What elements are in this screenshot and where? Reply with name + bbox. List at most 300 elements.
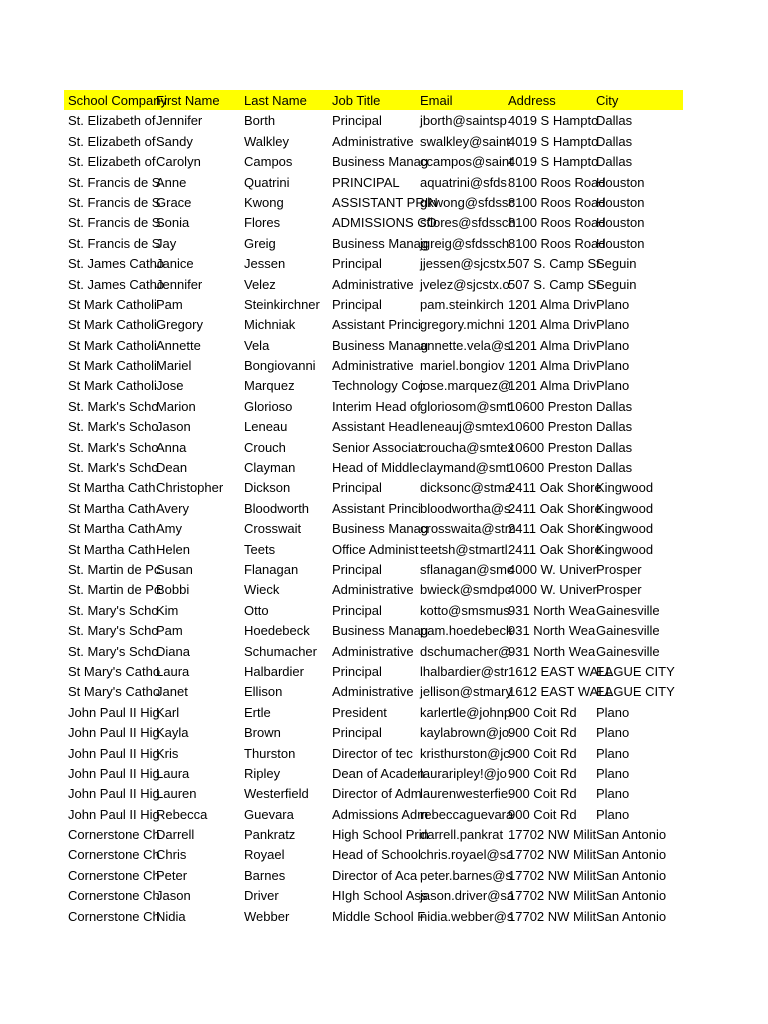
cell-job-title[interactable]: Principal xyxy=(332,480,382,496)
cell-last-name[interactable]: Royael xyxy=(244,847,285,863)
cell-email[interactable]: sflanagan@smc xyxy=(420,561,514,577)
cell-email[interactable]: kristhurston@jc xyxy=(420,745,510,761)
cell-first-name[interactable]: Pam xyxy=(156,623,183,639)
cell-city[interactable]: Kingwood xyxy=(596,480,654,496)
cell-school-company[interactable]: St. Elizabeth of xyxy=(68,133,156,149)
cell-last-name[interactable]: Flanagan xyxy=(244,561,299,577)
cell-email[interactable]: leneauj@smtex xyxy=(420,419,510,435)
cell-first-name[interactable]: Kris xyxy=(156,745,179,761)
cell-first-name[interactable]: Kayla xyxy=(156,725,189,741)
cell-job-title[interactable]: Director of tec xyxy=(332,745,413,761)
cell-email[interactable]: chris.royael@sa xyxy=(420,847,514,863)
cell-last-name[interactable]: Glorioso xyxy=(244,398,293,414)
cell-city[interactable]: EAGUE CITY xyxy=(596,663,675,679)
cell-address[interactable]: 2411 Oak Shore xyxy=(508,480,602,496)
cell-job-title[interactable]: Administrative xyxy=(332,276,414,292)
cell-school-company[interactable]: St Martha Cath xyxy=(68,480,156,496)
cell-first-name[interactable]: Karl xyxy=(156,704,180,720)
cell-address[interactable]: 17702 NW Milit xyxy=(508,847,597,863)
cell-city[interactable]: Dallas xyxy=(596,154,633,170)
cell-city[interactable]: San Antonio xyxy=(596,827,667,843)
cell-address[interactable]: 10600 Preston xyxy=(508,439,593,455)
cell-city[interactable]: Houston xyxy=(596,194,645,210)
cell-first-name[interactable]: Janet xyxy=(156,684,188,700)
cell-school-company[interactable]: St. Mary's Scho xyxy=(68,623,159,639)
cell-first-name[interactable]: Avery xyxy=(156,500,189,516)
cell-city[interactable]: San Antonio xyxy=(596,867,667,883)
cell-address[interactable]: 1201 Alma Driv xyxy=(508,337,597,353)
cell-email[interactable]: jgreig@sfdssch xyxy=(420,235,510,251)
cell-first-name[interactable]: Jason xyxy=(156,888,191,904)
cell-city[interactable]: Plano xyxy=(596,704,630,720)
cell-address[interactable]: 900 Coit Rd xyxy=(508,806,577,822)
cell-school-company[interactable]: St Mark Catholi xyxy=(68,337,157,353)
cell-city[interactable]: Plano xyxy=(596,765,630,781)
cell-city[interactable]: Seguin xyxy=(596,276,637,292)
cell-city[interactable]: Kingwood xyxy=(596,521,654,537)
cell-last-name[interactable]: Campos xyxy=(244,154,293,170)
cell-address[interactable]: 1612 EAST WALL xyxy=(508,684,613,700)
cell-city[interactable]: EAGUE CITY xyxy=(596,684,675,700)
cell-job-title[interactable]: Business Manag xyxy=(332,235,429,251)
cell-school-company[interactable]: St. Mark's Scho xyxy=(68,460,159,476)
cell-address[interactable]: 17702 NW Milit xyxy=(508,827,597,843)
cell-email[interactable]: kaylabrown@jo xyxy=(420,725,510,741)
cell-email[interactable]: jborth@saintsp xyxy=(420,113,507,129)
cell-city[interactable]: Plano xyxy=(596,337,630,353)
table-row xyxy=(64,233,683,253)
cell-first-name[interactable]: Anna xyxy=(156,439,187,455)
cell-first-name[interactable]: Annette xyxy=(156,337,201,353)
cell-job-title[interactable]: Principal xyxy=(332,296,382,312)
column-header-address[interactable]: Address xyxy=(508,93,556,108)
table-row xyxy=(64,743,683,763)
cell-job-title[interactable]: Director of Aca xyxy=(332,867,418,883)
cell-last-name[interactable]: Schumacher xyxy=(244,643,317,659)
cell-last-name[interactable]: Marquez xyxy=(244,378,295,394)
cell-city[interactable]: Prosper xyxy=(596,561,642,577)
cell-last-name[interactable]: Barnes xyxy=(244,867,286,883)
cell-city[interactable]: Houston xyxy=(596,174,645,190)
cell-address[interactable]: 4000 W. Univer xyxy=(508,561,597,577)
cell-school-company[interactable]: Cornerstone Ch xyxy=(68,867,160,883)
cell-city[interactable]: Plano xyxy=(596,786,630,802)
cell-address[interactable]: 1201 Alma Driv xyxy=(508,378,597,394)
cell-school-company[interactable]: John Paul II Hig xyxy=(68,745,160,761)
column-header-email[interactable]: Email xyxy=(420,93,453,108)
cell-school-company[interactable]: St. Mary's Scho xyxy=(68,602,159,618)
cell-city[interactable]: San Antonio xyxy=(596,847,667,863)
cell-job-title[interactable]: HIgh School Ass xyxy=(332,888,428,904)
column-header-last-name[interactable]: Last Name xyxy=(244,93,307,108)
cell-first-name[interactable]: Pam xyxy=(156,296,183,312)
cell-school-company[interactable]: St. James Catho xyxy=(68,256,165,272)
cell-city[interactable]: Dallas xyxy=(596,439,633,455)
cell-address[interactable]: 4019 S Hampto xyxy=(508,154,599,170)
cell-school-company[interactable]: St. Mark's Scho xyxy=(68,439,159,455)
cell-address[interactable]: 931 North Wea xyxy=(508,623,596,639)
cell-school-company[interactable]: St Martha Cath xyxy=(68,541,156,557)
cell-email[interactable]: aquatrini@sfds xyxy=(420,174,507,190)
cell-job-title[interactable]: Assistant Head xyxy=(332,419,420,435)
cell-last-name[interactable]: Westerfield xyxy=(244,786,309,802)
cell-first-name[interactable]: Sonia xyxy=(156,215,190,231)
cell-last-name[interactable]: Hoedebeck xyxy=(244,623,310,639)
cell-address[interactable]: 10600 Preston xyxy=(508,398,593,414)
cell-first-name[interactable]: Jose xyxy=(156,378,184,394)
cell-email[interactable]: bloodwortha@s xyxy=(420,500,511,516)
cell-email[interactable]: swalkley@saint xyxy=(420,133,510,149)
cell-city[interactable]: Dallas xyxy=(596,398,633,414)
cell-last-name[interactable]: Ellison xyxy=(244,684,283,700)
cell-job-title[interactable]: Principal xyxy=(332,663,382,679)
cell-school-company[interactable]: St Martha Cath xyxy=(68,500,156,516)
cell-address[interactable]: 2411 Oak Shore xyxy=(508,500,602,516)
cell-address[interactable]: 900 Coit Rd xyxy=(508,765,577,781)
table-row xyxy=(64,253,683,273)
cell-job-title[interactable]: PRINCIPAL xyxy=(332,174,400,190)
cell-address[interactable]: 10600 Preston xyxy=(508,460,593,476)
cell-job-title[interactable]: Middle School F xyxy=(332,908,426,924)
cell-address[interactable]: 17702 NW Milit xyxy=(508,888,597,904)
cell-school-company[interactable]: St. Martin de Pc xyxy=(68,561,161,577)
cell-job-title[interactable]: Business Manag xyxy=(332,337,429,353)
cell-city[interactable]: Dallas xyxy=(596,460,633,476)
cell-job-title[interactable]: Administrative xyxy=(332,643,414,659)
cell-email[interactable]: dschumacher@ xyxy=(420,643,512,659)
cell-first-name[interactable]: Marion xyxy=(156,398,196,414)
cell-last-name[interactable]: Webber xyxy=(244,908,290,924)
cell-job-title[interactable]: Technology Coo xyxy=(332,378,426,394)
cell-school-company[interactable]: St. Francis de S xyxy=(68,215,161,231)
cell-first-name[interactable]: Jennifer xyxy=(156,113,203,129)
cell-job-title[interactable]: Principal xyxy=(332,256,382,272)
cell-first-name[interactable]: Chris xyxy=(156,847,187,863)
cell-address[interactable]: 931 North Wea xyxy=(508,602,596,618)
cell-city[interactable]: Plano xyxy=(596,806,630,822)
cell-address[interactable]: 1201 Alma Driv xyxy=(508,317,597,333)
cell-address[interactable]: 8100 Roos Road xyxy=(508,215,606,231)
table-row xyxy=(64,783,683,803)
cell-address[interactable]: 10600 Preston xyxy=(508,419,593,435)
cell-first-name[interactable]: Sandy xyxy=(156,133,193,149)
cell-email[interactable]: karlertle@johnp xyxy=(420,704,512,720)
cell-email[interactable]: kotto@smsmus xyxy=(420,602,510,618)
cell-address[interactable]: 4019 S Hampto xyxy=(508,133,599,149)
cell-last-name[interactable]: Wieck xyxy=(244,582,280,598)
cell-last-name[interactable]: Jessen xyxy=(244,256,286,272)
cell-school-company[interactable]: Cornerstone Ch xyxy=(68,827,160,843)
cell-first-name[interactable]: Gregory xyxy=(156,317,203,333)
cell-address[interactable]: 4000 W. Univer xyxy=(508,582,597,598)
cell-address[interactable]: 4019 S Hampto xyxy=(508,113,599,129)
cell-school-company[interactable]: St. Mary's Scho xyxy=(68,643,159,659)
cell-job-title[interactable]: Administrative xyxy=(332,133,414,149)
cell-job-title[interactable]: Office Administ xyxy=(332,541,419,557)
cell-last-name[interactable]: Thurston xyxy=(244,745,296,761)
cell-school-company[interactable]: St. Elizabeth of xyxy=(68,113,156,129)
cell-email[interactable]: jjessen@sjcstx. xyxy=(420,256,510,272)
cell-last-name[interactable]: Pankratz xyxy=(244,827,296,843)
cell-last-name[interactable]: Crouch xyxy=(244,439,286,455)
cell-first-name[interactable]: Rebecca xyxy=(156,806,208,822)
cell-address[interactable]: 900 Coit Rd xyxy=(508,745,577,761)
cell-first-name[interactable]: Jay xyxy=(156,235,177,251)
cell-school-company[interactable]: St Mary's Catho xyxy=(68,684,161,700)
table-row xyxy=(64,579,683,599)
cell-job-title[interactable]: Head of School xyxy=(332,847,421,863)
cell-first-name[interactable]: Kim xyxy=(156,602,179,618)
cell-email[interactable]: jvelez@sjcstx.o xyxy=(420,276,510,292)
cell-last-name[interactable]: Walkley xyxy=(244,133,290,149)
cell-address[interactable]: 900 Coit Rd xyxy=(508,786,577,802)
cell-job-title[interactable]: Business Manag xyxy=(332,623,429,639)
cell-school-company[interactable]: Cornerstone Ch xyxy=(68,847,160,863)
cell-city[interactable]: Plano xyxy=(596,745,630,761)
cell-job-title[interactable]: Dean of Acaden xyxy=(332,765,425,781)
cell-job-title[interactable]: Assistant Princi xyxy=(332,317,421,333)
cell-address[interactable]: 931 North Wea xyxy=(508,643,596,659)
cell-email[interactable]: crosswaita@stm xyxy=(420,521,516,537)
cell-first-name[interactable]: Jason xyxy=(156,419,191,435)
cell-school-company[interactable]: John Paul II Hig xyxy=(68,725,160,741)
cell-address[interactable]: 2411 Oak Shore xyxy=(508,541,602,557)
cell-last-name[interactable]: Teets xyxy=(244,541,276,557)
table-row xyxy=(64,172,683,192)
cell-city[interactable]: Plano xyxy=(596,725,630,741)
cell-job-title[interactable]: Principal xyxy=(332,725,382,741)
cell-first-name[interactable]: Anne xyxy=(156,174,187,190)
cell-last-name[interactable]: Halbardier xyxy=(244,663,304,679)
cell-school-company[interactable]: John Paul II Hig xyxy=(68,704,160,720)
cell-first-name[interactable]: Nidia xyxy=(156,908,186,924)
cell-job-title[interactable]: Admissions Adm xyxy=(332,806,429,822)
cell-city[interactable]: Gainesville xyxy=(596,643,660,659)
cell-job-title[interactable]: Administrative xyxy=(332,358,414,374)
cell-city[interactable]: Dallas xyxy=(596,113,633,129)
cell-school-company[interactable]: St. Mark's Scho xyxy=(68,419,159,435)
table-row xyxy=(64,192,683,212)
cell-job-title[interactable]: Business Manag xyxy=(332,521,429,537)
cell-email[interactable]: lauraripley!@jo xyxy=(420,765,507,781)
cell-school-company[interactable]: St. Mark's Scho xyxy=(68,398,159,414)
cell-address[interactable]: 17702 NW Milit xyxy=(508,908,597,924)
cell-city[interactable]: Kingwood xyxy=(596,500,654,516)
column-header-school-company[interactable]: School Company xyxy=(68,93,167,108)
cell-last-name[interactable]: Guevara xyxy=(244,806,294,822)
cell-last-name[interactable]: Velez xyxy=(244,276,276,292)
table-row xyxy=(64,824,683,844)
cell-email[interactable]: pam.hoedebeck xyxy=(420,623,513,639)
cell-first-name[interactable]: Dean xyxy=(156,460,188,476)
cell-first-name[interactable]: Susan xyxy=(156,561,193,577)
header-row xyxy=(64,90,683,110)
cell-address[interactable]: 1201 Alma Driv xyxy=(508,358,597,374)
cell-email[interactable]: annette.vela@s xyxy=(420,337,511,353)
cell-email[interactable]: gloriosom@smt xyxy=(420,398,511,414)
cell-email[interactable]: jason.driver@sa xyxy=(420,888,515,904)
cell-email[interactable]: gregory.michni xyxy=(420,317,505,333)
cell-school-company[interactable]: Cornerstone Ch xyxy=(68,908,160,924)
cell-first-name[interactable]: Amy xyxy=(156,521,182,537)
cell-last-name[interactable]: Borth xyxy=(244,113,276,129)
cell-school-company[interactable]: Cornerstone Ch xyxy=(68,888,160,904)
cell-last-name[interactable]: Flores xyxy=(244,215,281,231)
cell-first-name[interactable]: Laura xyxy=(156,765,190,781)
cell-school-company[interactable]: St. Francis de S xyxy=(68,235,161,251)
cell-email[interactable]: bwieck@smdpc xyxy=(420,582,512,598)
cell-school-company[interactable]: John Paul II Hig xyxy=(68,786,160,802)
cell-job-title[interactable]: Administrative xyxy=(332,582,414,598)
cell-city[interactable]: Gainesville xyxy=(596,602,660,618)
cell-last-name[interactable]: Bloodworth xyxy=(244,500,310,516)
cell-address[interactable]: 2411 Oak Shore xyxy=(508,521,602,537)
column-header-first-name[interactable]: First Name xyxy=(156,93,220,108)
cell-city[interactable]: Plano xyxy=(596,358,630,374)
cell-address[interactable]: 1201 Alma Driv xyxy=(508,296,597,312)
cell-email[interactable]: jose.marquez@ xyxy=(420,378,512,394)
cell-first-name[interactable]: Christopher xyxy=(156,480,224,496)
cell-address[interactable]: 8100 Roos Road xyxy=(508,235,606,251)
cell-first-name[interactable]: Janice xyxy=(156,256,194,272)
cell-email[interactable]: pam.steinkirch xyxy=(420,296,504,312)
cell-email[interactable]: nidia.webber@s xyxy=(420,908,514,924)
cell-job-title[interactable]: Director of Adm xyxy=(332,786,422,802)
table-row xyxy=(64,539,683,559)
cell-address[interactable]: 17702 NW Milit xyxy=(508,867,597,883)
cell-job-title[interactable]: Principal xyxy=(332,602,382,618)
cell-city[interactable]: San Antonio xyxy=(596,888,667,904)
cell-last-name[interactable]: Bongiovanni xyxy=(244,358,316,374)
cell-job-title[interactable]: Business Manag xyxy=(332,154,429,170)
table-row xyxy=(64,131,683,151)
cell-city[interactable]: Gainesville xyxy=(596,623,660,639)
cell-email[interactable]: dicksonc@stma xyxy=(420,480,512,496)
column-header-city[interactable]: City xyxy=(596,93,619,108)
cell-school-company[interactable]: John Paul II Hig xyxy=(68,806,160,822)
cell-last-name[interactable]: Steinkirchner xyxy=(244,296,320,312)
cell-job-title[interactable]: Head of Middle xyxy=(332,460,420,476)
cell-city[interactable]: Plano xyxy=(596,317,630,333)
cell-city[interactable]: Plano xyxy=(596,296,630,312)
table-row xyxy=(64,885,683,905)
cell-last-name[interactable]: Kwong xyxy=(244,194,284,210)
cell-city[interactable]: Dallas xyxy=(596,419,633,435)
cell-last-name[interactable]: Michniak xyxy=(244,317,296,333)
cell-email[interactable]: claymand@smt xyxy=(420,460,510,476)
cell-school-company[interactable]: St. Martin de Pc xyxy=(68,582,161,598)
cell-last-name[interactable]: Ripley xyxy=(244,765,281,781)
cell-city[interactable]: Houston xyxy=(596,215,645,231)
cell-first-name[interactable]: Jennifer xyxy=(156,276,203,292)
cell-last-name[interactable]: Vela xyxy=(244,337,270,353)
cell-school-company[interactable]: St Mark Catholi xyxy=(68,296,157,312)
cell-first-name[interactable]: Carolyn xyxy=(156,154,201,170)
cell-school-company[interactable]: St. James Catho xyxy=(68,276,165,292)
cell-city[interactable]: San Antonio xyxy=(596,908,667,924)
cell-last-name[interactable]: Brown xyxy=(244,725,281,741)
cell-last-name[interactable]: Otto xyxy=(244,602,269,618)
cell-school-company[interactable]: St. Francis de S xyxy=(68,174,161,190)
cell-address[interactable]: 900 Coit Rd xyxy=(508,725,577,741)
cell-address[interactable]: 900 Coit Rd xyxy=(508,704,577,720)
cell-job-title[interactable]: ADMISSIONS CO xyxy=(332,215,437,231)
cell-city[interactable]: Houston xyxy=(596,235,645,251)
cell-last-name[interactable]: Quatrini xyxy=(244,174,290,190)
cell-email[interactable]: rebeccaguevara xyxy=(420,806,514,822)
cell-job-title[interactable]: Administrative xyxy=(332,684,414,700)
cell-city[interactable]: Plano xyxy=(596,378,630,394)
cell-address[interactable]: 1612 EAST WALL xyxy=(508,663,613,679)
cell-school-company[interactable]: St. Francis de S xyxy=(68,194,161,210)
cell-address[interactable]: 8100 Roos Road xyxy=(508,174,606,190)
cell-email[interactable]: teetsh@stmartl xyxy=(420,541,508,557)
cell-school-company[interactable]: St Mark Catholi xyxy=(68,358,157,374)
cell-school-company[interactable]: St Mary's Catho xyxy=(68,663,161,679)
column-header-job-title[interactable]: Job Title xyxy=(332,93,381,108)
cell-job-title[interactable]: High School Prin xyxy=(332,827,429,843)
cell-first-name[interactable]: Helen xyxy=(156,541,190,557)
cell-job-title[interactable]: Senior Associat xyxy=(332,439,422,455)
cell-school-company[interactable]: St Martha Cath xyxy=(68,521,156,537)
cell-city[interactable]: Kingwood xyxy=(596,541,654,557)
cell-last-name[interactable]: Leneau xyxy=(244,419,288,435)
cell-first-name[interactable]: Grace xyxy=(156,194,192,210)
cell-email[interactable]: sflores@sfdssch xyxy=(420,215,516,231)
cell-first-name[interactable]: Darrell xyxy=(156,827,195,843)
cell-job-title[interactable]: Principal xyxy=(332,113,382,129)
cell-email[interactable]: gkwong@sfdssc xyxy=(420,194,515,210)
cell-school-company[interactable]: St. Elizabeth of xyxy=(68,154,156,170)
cell-job-title[interactable]: ASSISTANT PRIN xyxy=(332,194,438,210)
cell-city[interactable]: Prosper xyxy=(596,582,642,598)
cell-job-title[interactable]: Assistant Princi xyxy=(332,500,421,516)
cell-city[interactable]: Dallas xyxy=(596,133,633,149)
cell-first-name[interactable]: Peter xyxy=(156,867,188,883)
cell-last-name[interactable]: Clayman xyxy=(244,460,296,476)
cell-email[interactable]: mariel.bongiov xyxy=(420,358,505,374)
cell-email[interactable]: jellison@stmary xyxy=(420,684,512,700)
cell-last-name[interactable]: Driver xyxy=(244,888,279,904)
table-body xyxy=(64,110,683,926)
cell-job-title[interactable]: President xyxy=(332,704,387,720)
cell-address[interactable]: 507 S. Camp St xyxy=(508,276,600,292)
cell-last-name[interactable]: Greig xyxy=(244,235,276,251)
cell-email[interactable]: darrell.pankrat xyxy=(420,827,504,843)
cell-last-name[interactable]: Ertle xyxy=(244,704,271,720)
cell-email[interactable]: lhalbardier@str xyxy=(420,663,509,679)
cell-city[interactable]: Seguin xyxy=(596,256,637,272)
cell-first-name[interactable]: Lauren xyxy=(156,786,197,802)
cell-job-title[interactable]: Interim Head of xyxy=(332,398,421,414)
cell-school-company[interactable]: John Paul II Hig xyxy=(68,765,160,781)
cell-last-name[interactable]: Crosswait xyxy=(244,521,302,537)
cell-school-company[interactable]: St Mark Catholi xyxy=(68,378,157,394)
cell-last-name[interactable]: Dickson xyxy=(244,480,291,496)
cell-job-title[interactable]: Principal xyxy=(332,561,382,577)
cell-address[interactable]: 507 S. Camp St xyxy=(508,256,600,272)
cell-first-name[interactable]: Mariel xyxy=(156,358,192,374)
cell-first-name[interactable]: Laura xyxy=(156,663,190,679)
cell-email[interactable]: peter.barnes@s xyxy=(420,867,512,883)
cell-school-company[interactable]: St Mark Catholi xyxy=(68,317,157,333)
cell-address[interactable]: 8100 Roos Road xyxy=(508,194,606,210)
cell-first-name[interactable]: Bobbi xyxy=(156,582,190,598)
cell-email[interactable]: croucha@smtex xyxy=(420,439,515,455)
cell-email[interactable]: ccampos@saint xyxy=(420,154,513,170)
cell-first-name[interactable]: Diana xyxy=(156,643,190,659)
cell-email[interactable]: laurenwesterfie xyxy=(420,786,509,802)
